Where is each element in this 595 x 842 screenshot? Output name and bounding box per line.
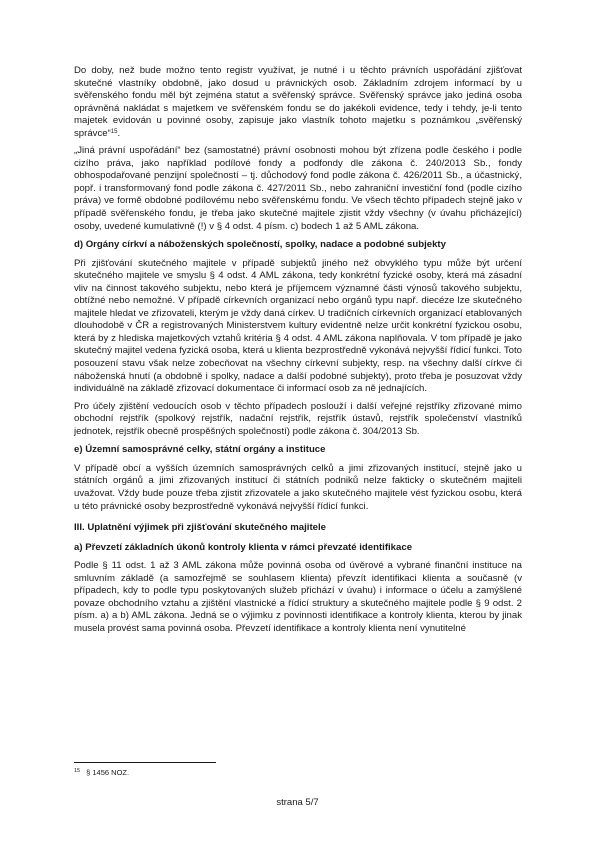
chapter-heading-iii: III. Uplatnění výjimek při zjišťování skutečného majitele	[74, 522, 326, 534]
footnote-divider	[74, 762, 216, 763]
page-number: strana 5/7	[276, 797, 319, 808]
section-heading-a: a) Převzetí základních úkonů kontroly klienta v rámci převzaté identifikace	[74, 541, 413, 553]
paragraph-text: Do doby, než bude možno tento registr využívat, je nutné i u těchto právních uspořádání zjišťovat skutečné vlastníky obdobně, jako dosud u právnických osob. Základním zdrojem informací by u svěřenského fondu měl být zejména statut a svěřenský správce. Svěřenský správce jako jediná osoba oprávněná nakládat s majetkem ve svěřenském fondu se do jakékoli evidence, tedy i tehdy, je-li tento majetek evidován u povinné osoby, zapisuje jako vlastník tohoto majetku s poznámkou „svěřenský správce“	[74, 65, 522, 139]
paragraph-churches: Při zjišťování skutečného majitele v případě subjektů jiného než obvyklého typu může být určení skutečného majitele ve smyslu § 4 odst. 4 AML zákona, tedy konkrétní fyzické osoby, která má zásadní vliv na činnost takového subjektu, nebo která je příjemcem významné části výnosů takového subjektu, obtížné nebo nemožné. V případě církevních organizací nebo orgánů typu např. diecéze lze skutečného majitele hledat ve zřizovateli, kterým je vždy daná církev. U tradičních církevních organizací etablovaných dlouhodobě v ČR a registrovaných Ministerstvem kultury evidentně nelze určit konkrétní fyzickou osobu, která by z hlediska majetkových vztahů kritéria § 4 odst. 4 AML zákona naplňovala. V tom případě je jako skutečný majitel vedena fyzická osoba, která u klienta bezprostředně vykonává nejvyšší řídicí funkci. Toto posouzení stavu však nelze zobecňovat na všechny církevní subjekty, resp. na všechny další církve či náboženská hnutí (a obdobně i spolky, nadace a další podobné subjekty), proto třeba je posuzovat vždy individuálně na základě zřizovací dokumentace či informací osob za ně jednajících.	[74, 257, 522, 395]
section-heading-d: d) Orgány církví a náboženských společností, spolky, nadace a podobné subjekty	[74, 239, 446, 251]
paragraph-identification-takeover: Podle § 11 odst. 1 až 3 AML zákona může povinná osoba od úvěrové a vybrané finanční instituce na smluvním základě (a samozřejmě se souhlasem klienta) převzít identifikaci klienta a současně (v případech, kdy to podle typu poskytovaných služeb přichází v úvahu) i informace o účelu a zamýšlené povaze obchodního vztahu a zjištění vlastnické a řídicí struktury a skutečného majitele podle § 9 odst. 2 písm. a) a b) AML zákona. Jedná se o výjimku z povinnosti identifikace a kontroly klienta, kterou by jinak musela provést sama povinná osoba. Převzetí identifikace a kontroly klienta není vynutitelné	[74, 560, 522, 634]
paragraph-registers: Pro účely zjištění vedoucích osob v těchto případech poslouží i další veřejné rejstříky zřizované mimo obchodní rejstřík (spolkový rejstřík, nadační rejstřík, rejstřík ústavů, rejstřík společenství vlastníků jednotek, rejstřík obecně prospěšných společností) podle zákona č. 304/2013 Sb.	[74, 400, 522, 437]
footnote-number: 15	[74, 768, 81, 774]
paragraph-other-arrangements: „Jiná právní uspořádání“ bez (samostatné) právní osobnosti mohou být zřízena podle českého i podle cizího práva, jako například podílové fondy a podfondy dle zákona č. 240/2013 Sb., fondy obhospodařované penzijní společností – tj. důchodový fond podle zákona č. 426/2011 Sb., a účastnický, popř. i transformovaný fond podle zákona č. 427/2011 Sb., nebo zahraniční investiční fond (podle cizího práva) ve formě obdobné podílovému nebo svěřenskému fondu. Ve všech těchto případech stejně jako v případě svěřenského fondu, je třeba jako skutečné majitele zjistit vždy všechny (v úvahu přicházející) osoby, uvedené kumulativně (!) v § 4 odst. 4 písm. c) bodech 1 až 5 AML zákona.	[74, 145, 522, 232]
footnote-reference[interactable]: 15	[110, 128, 118, 135]
paragraph-municipalities: V případě obcí a vyšších územních samosprávných celků a jimi zřizovaných institucí, stejně jako u státních orgánů a jimi zřizovaných institucí či státních podniků nelze fakticky o skutečném majiteli uvažovat. Vždy bude pouze třeba zjistit zřizovatele a jako skutečného majitele vést fyzickou osobu, která u této právnické osoby bezprostředně vykonává nejvyšší řídicí funkci.	[74, 462, 522, 512]
footnote-text: § 1456 NOZ.	[86, 768, 130, 777]
document-body	[74, 65, 522, 640]
section-heading-e: e) Územní samosprávné celky, státní orgány a instituce	[74, 444, 326, 456]
footnote	[74, 766, 129, 778]
paragraph-trust-registry	[74, 65, 522, 140]
paragraph-text-end: .	[117, 127, 121, 139]
